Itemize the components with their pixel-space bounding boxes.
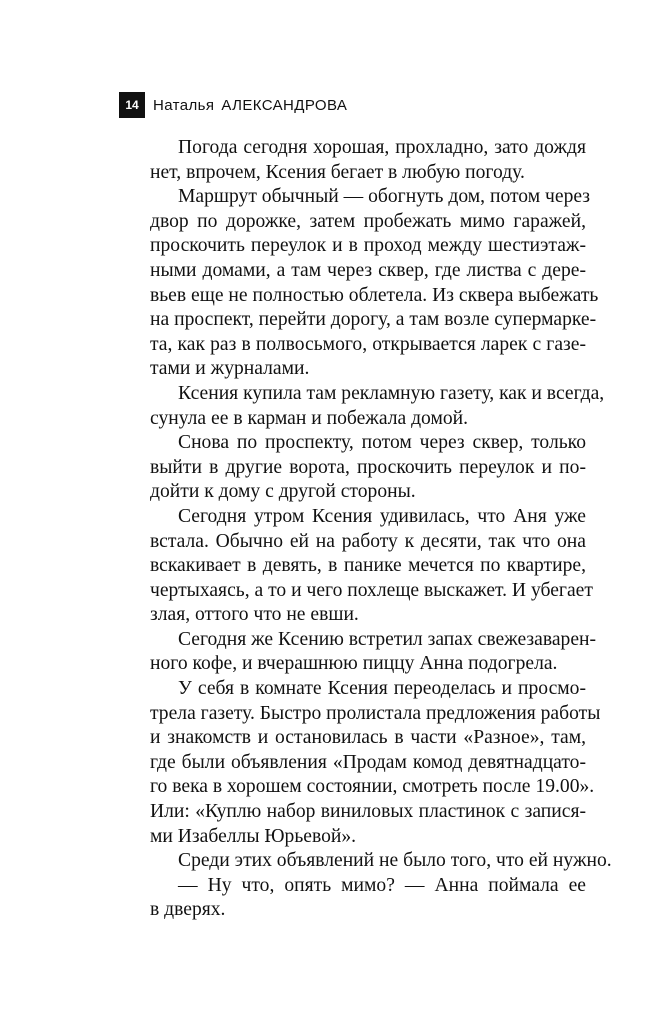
paragraph xyxy=(122,136,586,185)
text-line: встала. Обычно ей на работу к десяти, так что она xyxy=(150,530,586,552)
page-number: 14 xyxy=(119,92,145,118)
text-line: в дверях. xyxy=(150,899,226,921)
paragraph xyxy=(122,677,601,849)
text-line: та, как раз в полвосьмого, открывается ларек с газе- xyxy=(150,333,586,355)
text-line: ными домами, а там через сквер, где листва с дере- xyxy=(150,259,586,281)
text-line: нет, впрочем, Ксения бегает в любую погоду. xyxy=(150,161,525,183)
text-line: Сегодня утром Ксения удивилась, что Аня уже xyxy=(178,505,586,527)
text-line: го века в хорошем состоянии, смотреть после 19.00». xyxy=(150,776,595,798)
paragraph xyxy=(122,505,593,628)
paragraph xyxy=(122,874,586,923)
paragraph xyxy=(122,431,586,505)
text-line: вьев еще не полностью облетела. Из сквера выбежать xyxy=(150,284,599,306)
body-text xyxy=(122,136,612,923)
text-line: на проспект, перейти дорогу, а там возле супермарке- xyxy=(150,309,597,331)
text-line: тами и журналами. xyxy=(150,358,310,380)
running-head xyxy=(153,97,347,114)
text-line: чертыхаясь, а то и чего похлеще выскажет. И убегает xyxy=(150,579,593,601)
text-line: Погода сегодня хорошая, прохладно, зато дождя xyxy=(178,137,586,158)
paragraph xyxy=(122,382,605,431)
text-line: проскочить переулок и в проход между шестиэтаж- xyxy=(150,235,586,257)
text-line: У себя в комнате Ксения переоделась и просмо- xyxy=(178,678,586,700)
text-line: вскакивает в девять, в панике мечется по квартире, xyxy=(150,555,586,577)
text-line: дойти к дому с другой стороны. xyxy=(150,481,416,503)
author-first-name: Наталья xyxy=(153,96,215,114)
text-line: двор по дорожке, затем пробежать мимо гаражей, xyxy=(150,210,586,232)
text-line: где были объявления «Продам комод девятнадцато- xyxy=(150,751,586,773)
text-line: Снова по проспекту, потом через сквер, только xyxy=(178,432,586,454)
text-line: выйти в другие ворота, проскочить переулок и по- xyxy=(150,456,586,478)
text-line: ми Изабеллы Юрьевой». xyxy=(150,825,357,847)
page-header xyxy=(119,92,347,118)
text-line: Сегодня же Ксению встретил запах свежезаварен- xyxy=(178,628,597,650)
paragraph xyxy=(122,185,599,382)
text-line: и знакомств и остановилась в части «Разное», там, xyxy=(150,727,586,749)
paragraph xyxy=(122,849,612,874)
text-line: Или: «Куплю набор виниловых пластинок с запися- xyxy=(150,801,586,823)
text-line: Ксения купила там рекламную газету, как и всегда, xyxy=(178,382,605,404)
text-line: Среди этих объявлений не было того, что ей нужно. xyxy=(178,850,612,872)
text-line: сунула ее в карман и побежала домой. xyxy=(150,407,469,429)
text-line: ного кофе, и вчерашнюю пиццу Анна подогрела. xyxy=(150,653,558,675)
paragraph xyxy=(122,628,597,677)
text-line: злая, оттого что не евши. xyxy=(150,604,359,626)
text-line: трела газету. Быстро пролистала предложения работы xyxy=(150,702,601,724)
text-line: — Ну что, опять мимо? — Анна поймала ее xyxy=(178,874,586,896)
text-line: Маршрут обычный — обогнуть дом, потом через xyxy=(178,186,591,208)
author-last-name: АЛЕКСАНДРОВА xyxy=(221,96,348,114)
